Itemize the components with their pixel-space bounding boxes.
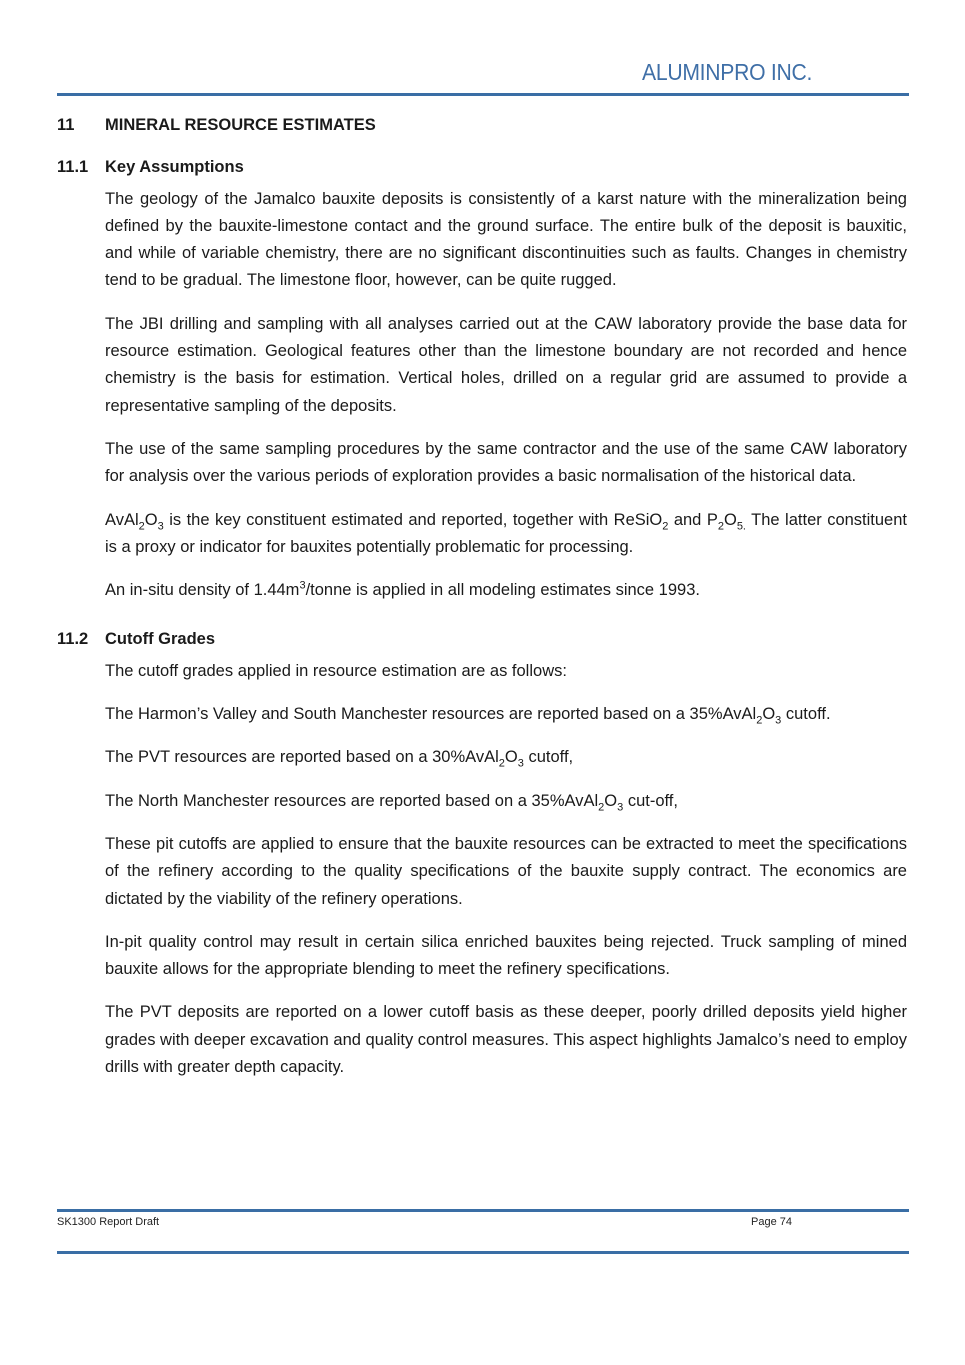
paragraph: The cutoff grades applied in resource estimation are as follows: [105, 661, 567, 680]
subsection-heading-cutoff-grades [57, 626, 907, 653]
subscript: 5. [736, 519, 746, 532]
subscript: 3 [517, 757, 524, 770]
text-run: O [762, 705, 776, 724]
footer-report-name: SK1300 Report Draft [57, 1216, 160, 1228]
subscript: 3 [617, 800, 624, 813]
section-number: 11 [57, 116, 75, 134]
footer-rule-bottom [57, 1251, 909, 1254]
text-run: cut-off, [623, 791, 678, 810]
subsection-heading-key-assumptions [57, 154, 907, 181]
section-heading [57, 112, 907, 139]
subscript: 2 [756, 714, 763, 727]
paragraph-formula [105, 507, 907, 562]
text-run: AvAl [105, 510, 139, 529]
paragraph-density [105, 577, 907, 604]
text-run: The PVT resources are reported based on a 30%AvAl [105, 748, 499, 767]
section-title: MINERAL RESOURCE ESTIMATES [105, 116, 376, 134]
header-rule [57, 93, 909, 96]
paragraph-formula [105, 701, 907, 728]
paragraph: The JBI drilling and sampling with all analyses carried out at the CAW laboratory provide the base data for resource estimation. Geological features other than the limestone boundary are not recorded and hence chemistry is the basis for estimation. Vertical holes, drilled on a regular grid are assumed to provide a representative sampling of the deposits. [105, 314, 907, 415]
paragraph: The use of the same sampling procedures by the same contractor and the use of the same CAW laboratory for analysis over the various periods of exploration provides a basic normalisation of the historical data. [105, 439, 907, 486]
page-content [57, 112, 907, 1097]
subscript: 2 [662, 519, 669, 532]
text-run: cutoff. [781, 705, 831, 724]
subscript: 2 [717, 519, 724, 532]
paragraph: The PVT deposits are reported on a lower cutoff basis as these deeper, poorly drilled deposits yield higher grades with deeper excavation and quality control measures. This aspect highlights Jamalco’s need to employ drills with greater depth capacity. [105, 1003, 907, 1077]
subscript: 3 [157, 519, 164, 532]
footer-rule-top [57, 1209, 909, 1212]
superscript: 3 [299, 579, 306, 592]
subscript: 2 [498, 757, 505, 770]
text-run: cutoff, [523, 748, 574, 767]
paragraph: In-pit quality control may result in certain silica enriched bauxites being rejected. Truck sampling of mined bauxite allows for the appropriate blending to meet the refinery specifications. [105, 932, 907, 979]
text-run: An in-situ density of 1.44m [105, 581, 300, 600]
text-run: is the key constituent estimated and reported, together with ReSiO [163, 510, 663, 529]
text-run: /tonne is applied in all modeling estimates since 1993. [305, 581, 700, 600]
subsection-number: 11.2 [57, 630, 89, 649]
subsection-title: Cutoff Grades [105, 630, 216, 649]
subsection-number: 11.1 [57, 158, 89, 177]
subsection-title: Key Assumptions [105, 158, 244, 177]
subscript: 3 [775, 714, 782, 727]
text-run: O [723, 510, 737, 529]
text-run: O [504, 748, 518, 767]
footer-page-number: Page 74 [751, 1216, 792, 1228]
text-run: The Harmon’s Valley and South Manchester resources are reported based on a 35%AvAl [105, 705, 757, 724]
company-name: ALUMINPRO INC. [642, 59, 813, 85]
subscript: 2 [598, 800, 605, 813]
text-run: and P [668, 510, 718, 529]
text-run: The latter constituent is a proxy or indicator for bauxites potentially problematic for processing. [105, 510, 907, 556]
subscript: 2 [138, 519, 145, 532]
paragraph: These pit cutoffs are applied to ensure that the bauxite resources can be extracted to meet the specifications of the refinery according to the quality specifications of the bauxite supply contract. The economics are dictated by the viability of the refinery operations. [105, 834, 907, 908]
text-run: O [144, 510, 158, 529]
paragraph-formula [105, 744, 907, 771]
text-run: The North Manchester resources are reported based on a 35%AvAl [105, 791, 599, 810]
text-run: O [604, 791, 618, 810]
paragraph-formula [105, 788, 907, 815]
paragraph: The geology of the Jamalco bauxite deposits is consistently of a karst nature with the mineralization being defined by the bauxite-limestone contact and the ground surface. The entire bulk of the deposit is bauxitic, and while of variable chemistry, there are no significant discontinuities such as faults. Changes in chemistry tend to be gradual. The limestone floor, however, can be quite rugged. [105, 189, 907, 290]
